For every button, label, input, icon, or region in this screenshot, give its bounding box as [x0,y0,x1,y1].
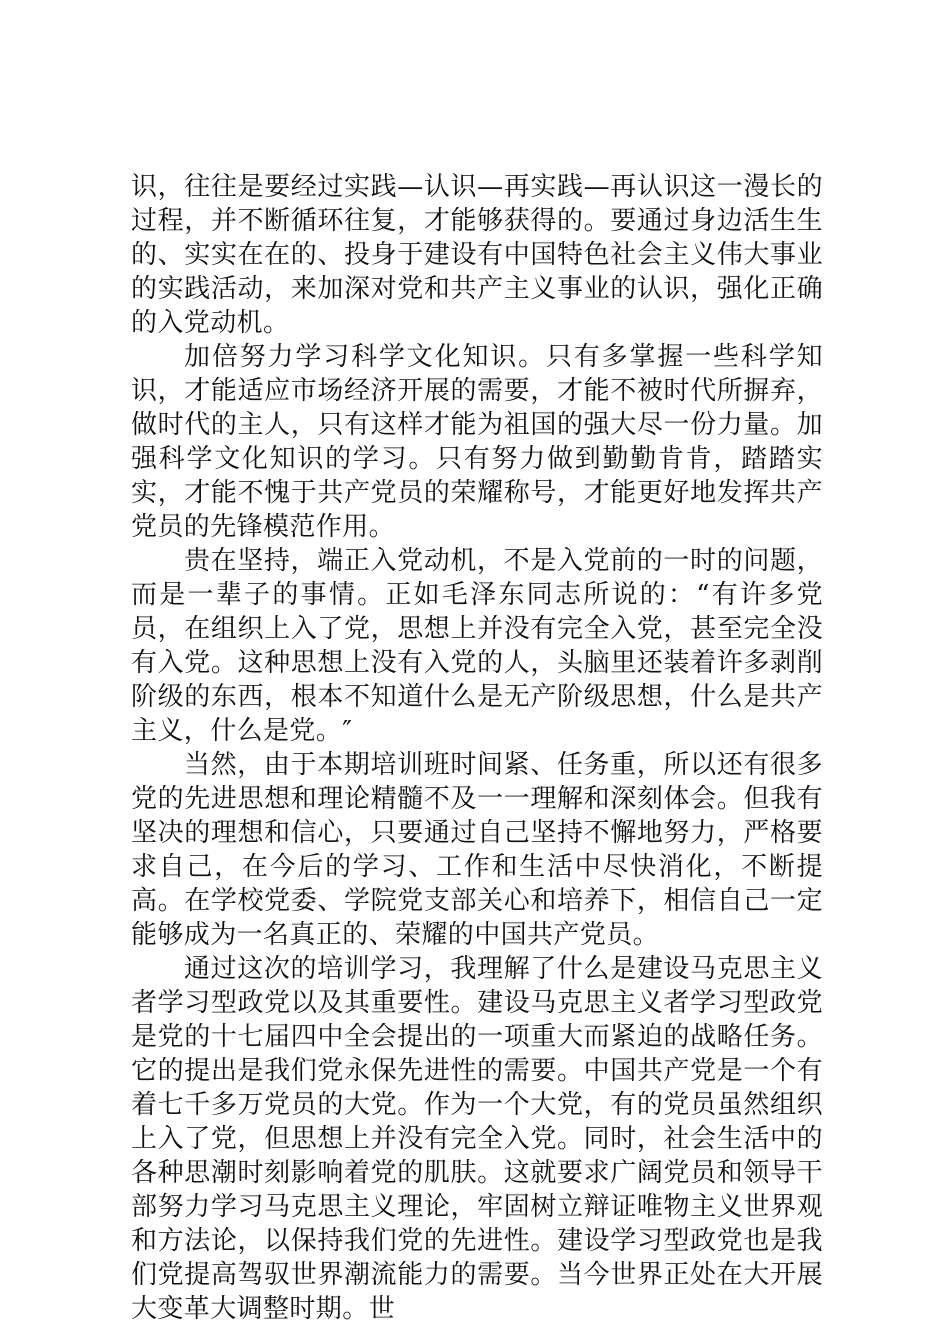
document-body [131,170,823,1326]
paragraph-5: 通过这次的培训学习，我理解了什么是建设马克思主义者学习型政党以及其重要性。建设马克思主义者学习型政党是党的十七届四中全会提出的一项重大而紧迫的战略任务。它的提出是我们党永保先进性的需要。中国共产党是一个有着七千多万党员的大党。作为一个大党，有的党员虽然组织上入了党，但思想上并没有完全入党。同时，社会生活中的各种思潮时刻影响着党的肌肤。这就要求广阔党员和领导干部努力学习马克思主义理论，牢固树立辩证唯物主义世界观和方法论，以保持我们党的先进性。建设学习型政党也是我们党提高驾驭世界潮流能力的需要。当今世界正处在大开展大变革大调整时期。世 [131,954,823,1324]
paragraph-1: 识，往往是要经过实践—认识—再实践—再认识这一漫长的过程，并不断循环往复，才能够获得的。要通过身边活生生的、实实在在的、投身于建设有中国特色社会主义伟大事业的实践活动，来加深对党和共产主义事业的认识，强化正确的入党动机。 [131,172,823,338]
paragraph-4: 当然，由于本期培训班时间紧、任务重，所以还有很多党的先进思想和理论精髓不及一一理解和深刻体会。但我有坚决的理想和信心，只要通过自己坚持不懈地努力，严格要求自己，在今后的学习、工作和生活中尽快消化，不断提高。在学校党委、学院党支部关心和培养下，相信自己一定能够成为一名真正的、荣耀的中国共产党员。 [131,750,823,950]
paragraph-2: 加倍努力学习科学文化知识。只有多掌握一些科学知识，才能适应市场经济开展的需要，才能不被时代所摒弃，做时代的主人，只有这样才能为祖国的强大尽一份力量。加强科学文化知识的学习。只有努力做到勤勤肯肯，踏踏实实，才能不愧于共产党员的荣耀称号，才能更好地发挥共产党员的先锋模范作用。 [131,342,823,542]
paragraph-3: 贵在坚持，端正入党动机，不是入党前的一时的问题，而是一辈子的事情。正如毛泽东同志所说的：“有许多党员，在组织上入了党，思想上并没有完全入党，甚至完全没有入党。这种思想上没有入党的人，头脑里还装着许多剥削阶级的东西，根本不知道什么是无产阶级思想，什么是共产主义，什么是党。″ [131,546,823,746]
